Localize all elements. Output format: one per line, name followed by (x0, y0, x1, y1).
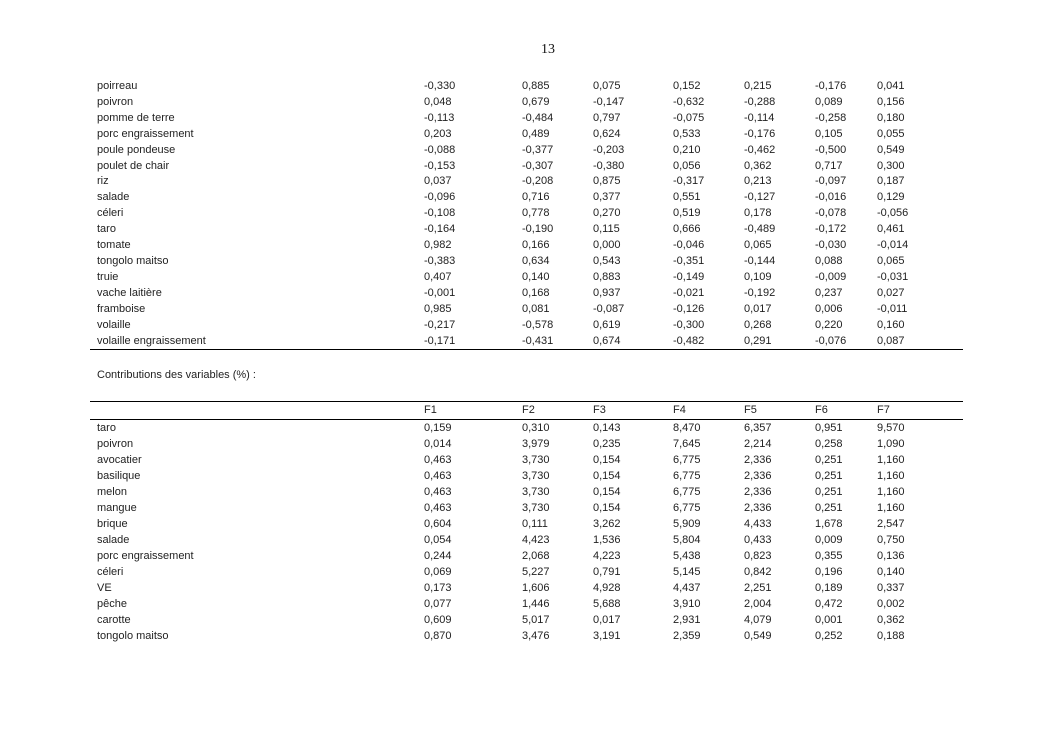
value-cell-f3: 0,543 (593, 254, 621, 267)
value-cell-f5: 4,079 (744, 614, 772, 626)
value-cell-f6: 0,006 (815, 302, 843, 315)
table-row (90, 127, 963, 143)
value-cell-f6: 0,258 (815, 438, 843, 450)
value-cell-f7: 0,087 (877, 334, 905, 347)
value-cell-f7: -0,056 (877, 207, 909, 220)
value-cell-f5: 0,268 (744, 318, 772, 331)
value-cell-f4: -0,126 (673, 302, 705, 315)
value-cell-f3: 3,191 (593, 630, 621, 642)
row-label: céleri (97, 207, 124, 220)
value-cell-f5: 0,109 (744, 270, 772, 283)
contributions-table-body (90, 420, 963, 645)
value-cell-f3: 0,143 (593, 422, 621, 434)
value-cell-f2: -0,190 (522, 223, 554, 236)
row-label: poule pondeuse (97, 143, 176, 156)
value-cell-f1: 0,463 (424, 470, 452, 482)
value-cell-f5: 0,178 (744, 207, 772, 220)
value-cell-f4: 2,931 (673, 614, 701, 626)
value-cell-f7: 0,300 (877, 159, 905, 172)
value-cell-f4: 7,645 (673, 438, 701, 450)
value-cell-f7: 0,055 (877, 127, 905, 140)
value-cell-f6: -0,097 (815, 175, 847, 188)
value-cell-f3: 0,115 (593, 223, 620, 236)
row-label: salade (97, 191, 130, 204)
table-row (90, 420, 963, 437)
value-cell-f1: 0,463 (424, 486, 452, 498)
value-cell-f2: 0,111 (522, 518, 548, 530)
value-cell-f3: 0,791 (593, 566, 621, 578)
value-cell-f2: 3,730 (522, 486, 550, 498)
value-cell-f1: 0,014 (424, 438, 452, 450)
value-cell-f7: 0,180 (877, 111, 905, 124)
value-cell-f1: 0,463 (424, 454, 452, 466)
value-cell-f4: 0,533 (673, 127, 701, 140)
row-label: salade (97, 534, 130, 546)
table-row (90, 532, 963, 548)
value-cell-f7: 0,065 (877, 254, 905, 267)
value-cell-f4: 6,775 (673, 454, 701, 466)
value-cell-f1: -0,108 (424, 207, 456, 220)
value-cell-f4: -0,075 (673, 111, 705, 124)
value-cell-f1: 0,982 (424, 239, 452, 252)
row-label: poivron (97, 95, 134, 108)
value-cell-f5: -0,288 (744, 95, 776, 108)
value-cell-f6: 0,237 (815, 286, 843, 299)
value-cell-f7: 0,140 (877, 566, 905, 578)
value-cell-f2: -0,484 (522, 111, 554, 124)
value-cell-f2: 5,017 (522, 614, 550, 626)
table-row (90, 79, 963, 95)
value-cell-f6: -0,176 (815, 80, 847, 92)
row-label: pêche (97, 598, 127, 610)
value-cell-f4: 3,910 (673, 598, 701, 610)
value-cell-f7: 9,570 (877, 422, 905, 434)
value-cell-f5: 0,823 (744, 550, 772, 562)
value-cell-f7: 0,461 (877, 223, 905, 236)
value-cell-f4: -0,149 (673, 270, 705, 283)
value-cell-f1: 0,244 (424, 550, 452, 562)
value-cell-f2: -0,377 (522, 143, 554, 156)
value-cell-f1: 0,054 (424, 534, 452, 546)
contributions-header-row (90, 402, 963, 420)
value-cell-f3: 0,883 (593, 270, 621, 283)
value-cell-f1: -0,113 (424, 111, 455, 124)
value-cell-f4: 0,056 (673, 159, 701, 172)
value-cell-f3: 0,674 (593, 334, 621, 347)
value-cell-f4: 6,775 (673, 470, 701, 482)
row-label: framboise (97, 302, 146, 315)
table-row (90, 95, 963, 111)
value-cell-f2: 2,068 (522, 550, 550, 562)
table-row (90, 190, 963, 206)
value-cell-f6: 0,251 (815, 454, 843, 466)
value-cell-f7: -0,014 (877, 239, 909, 252)
value-cell-f5: 0,433 (744, 534, 772, 546)
value-cell-f5: -0,114 (744, 111, 775, 124)
value-cell-f2: 0,885 (522, 80, 550, 92)
loadings-table (90, 79, 963, 350)
value-cell-f7: 2,547 (877, 518, 905, 530)
value-cell-f2: -0,307 (522, 159, 554, 172)
value-cell-f1: -0,001 (424, 286, 456, 299)
value-cell-f7: -0,031 (877, 270, 909, 283)
value-cell-f2: 0,679 (522, 95, 550, 108)
value-cell-f3: 0,154 (593, 454, 621, 466)
value-cell-f2: 3,730 (522, 454, 550, 466)
table-row (90, 143, 963, 159)
value-cell-f4: 0,666 (673, 223, 701, 236)
value-cell-f6: 0,089 (815, 95, 843, 108)
value-cell-f2: 3,979 (522, 438, 550, 450)
value-cell-f5: 0,065 (744, 239, 772, 252)
value-cell-f1: 0,604 (424, 518, 452, 530)
header-cell-f2: F2 (522, 402, 593, 420)
row-label: basilique (97, 470, 141, 482)
table-row (90, 334, 963, 350)
value-cell-f5: -0,462 (744, 143, 776, 156)
value-cell-f3: 0,875 (593, 175, 621, 188)
header-cell-f6: F6 (815, 402, 877, 420)
value-cell-f4: 6,775 (673, 502, 701, 514)
value-cell-f5: 0,215 (744, 80, 772, 92)
value-cell-f4: -0,021 (673, 286, 705, 299)
value-cell-f5: -0,176 (744, 127, 776, 140)
value-cell-f3: 5,688 (593, 598, 621, 610)
value-cell-f3: -0,203 (593, 143, 625, 156)
value-cell-f3: 0,000 (593, 239, 621, 252)
value-cell-f2: 0,166 (522, 239, 550, 252)
table-row (90, 596, 963, 612)
value-cell-f2: 0,081 (522, 302, 550, 315)
value-cell-f3: 0,154 (593, 470, 621, 482)
header-cell-f5: F5 (744, 402, 815, 420)
value-cell-f2: 4,423 (522, 534, 550, 546)
value-cell-f1: -0,164 (424, 223, 456, 236)
value-cell-f4: 0,519 (673, 207, 701, 220)
value-cell-f5: 0,291 (744, 334, 772, 347)
row-label: tongolo maitso (97, 630, 169, 642)
value-cell-f3: 4,223 (593, 550, 621, 562)
value-cell-f6: -0,258 (815, 111, 847, 124)
value-cell-f3: 0,937 (593, 286, 621, 299)
value-cell-f5: 0,549 (744, 630, 772, 642)
value-cell-f4: 0,210 (673, 143, 701, 156)
row-label: vache laitière (97, 286, 162, 299)
value-cell-f2: -0,208 (522, 175, 554, 188)
value-cell-f5: 2,251 (744, 582, 772, 594)
row-label: porc engraissement (97, 550, 194, 562)
value-cell-f2: 0,778 (522, 207, 550, 220)
value-cell-f1: 0,069 (424, 566, 452, 578)
row-label: volaille (97, 318, 131, 331)
row-label: brique (97, 518, 128, 530)
value-cell-f1: 0,048 (424, 95, 452, 108)
value-cell-f3: 4,928 (593, 582, 621, 594)
contributions-table (90, 401, 963, 644)
value-cell-f7: 0,549 (877, 143, 905, 156)
table-row (90, 564, 963, 580)
value-cell-f3: 0,797 (593, 111, 621, 124)
row-label: porc engraissement (97, 127, 194, 140)
value-cell-f1: 0,870 (424, 630, 452, 642)
value-cell-f2: 0,489 (522, 127, 550, 140)
value-cell-f6: -0,500 (815, 143, 847, 156)
value-cell-f6: 0,355 (815, 550, 843, 562)
value-cell-f3: 3,262 (593, 518, 621, 530)
value-cell-f2: 3,730 (522, 502, 550, 514)
value-cell-f3: 0,154 (593, 502, 621, 514)
value-cell-f4: 5,438 (673, 550, 701, 562)
table-row (90, 286, 963, 302)
value-cell-f3: -0,147 (593, 95, 625, 108)
value-cell-f5: 4,433 (744, 518, 772, 530)
value-cell-f7: 0,002 (877, 598, 905, 610)
value-cell-f2: 3,730 (522, 470, 550, 482)
value-cell-f4: 5,145 (673, 566, 701, 578)
value-cell-f7: 0,041 (877, 80, 905, 92)
value-cell-f5: 2,214 (744, 438, 772, 450)
value-cell-f6: 0,717 (815, 159, 843, 172)
value-cell-f4: 6,775 (673, 486, 701, 498)
value-cell-f7: -0,011 (877, 302, 908, 315)
value-cell-f1: -0,088 (424, 143, 456, 156)
value-cell-f6: 0,472 (815, 598, 843, 610)
table-row (90, 452, 963, 468)
header-cell-label (90, 402, 424, 420)
value-cell-f4: 5,804 (673, 534, 701, 546)
table-row (90, 111, 963, 127)
value-cell-f5: 0,213 (744, 175, 772, 188)
value-cell-f1: -0,171 (424, 334, 456, 347)
row-label: poulet de chair (97, 159, 170, 172)
value-cell-f2: 0,716 (522, 191, 550, 204)
value-cell-f1: 0,203 (424, 127, 452, 140)
value-cell-f3: 0,235 (593, 438, 621, 450)
table-row (90, 484, 963, 500)
value-cell-f5: 2,336 (744, 454, 772, 466)
value-cell-f6: 0,251 (815, 502, 843, 514)
row-label: pomme de terre (97, 111, 175, 124)
value-cell-f6: 0,220 (815, 318, 843, 331)
value-cell-f7: 1,160 (877, 486, 905, 498)
value-cell-f3: 0,624 (593, 127, 621, 140)
value-cell-f4: 8,470 (673, 422, 701, 434)
value-cell-f3: 0,377 (593, 191, 621, 204)
value-cell-f5: 0,017 (744, 302, 772, 315)
value-cell-f4: -0,482 (673, 334, 705, 347)
value-cell-f7: 1,160 (877, 470, 905, 482)
value-cell-f6: 0,951 (815, 422, 843, 434)
table-row (90, 318, 963, 334)
row-label: riz (97, 175, 109, 188)
table-row (90, 580, 963, 596)
header-cell-f3: F3 (593, 402, 673, 420)
value-cell-f2: 3,476 (522, 630, 550, 642)
value-cell-f1: 0,159 (424, 422, 452, 434)
row-label: tongolo maitso (97, 254, 169, 267)
value-cell-f4: -0,351 (673, 254, 705, 267)
table-row (90, 628, 963, 644)
row-label: truie (97, 270, 119, 283)
value-cell-f1: -0,096 (424, 191, 456, 204)
contributions-caption: Contributions des variables (%) : (97, 369, 256, 381)
value-cell-f1: -0,217 (424, 318, 456, 331)
table-row (90, 612, 963, 628)
value-cell-f6: -0,030 (815, 239, 847, 252)
value-cell-f6: 0,088 (815, 254, 843, 267)
value-cell-f7: 0,337 (877, 582, 905, 594)
value-cell-f2: 0,634 (522, 254, 550, 267)
row-label: VE (97, 582, 112, 594)
table-row (90, 254, 963, 270)
table-row (90, 516, 963, 532)
header-cell-f1: F1 (424, 402, 522, 420)
value-cell-f2: -0,578 (522, 318, 554, 331)
value-cell-f3: 1,536 (593, 534, 621, 546)
table-row (90, 270, 963, 286)
value-cell-f7: 0,160 (877, 318, 905, 331)
value-cell-f1: 0,407 (424, 270, 452, 283)
table-row (90, 468, 963, 484)
value-cell-f2: 0,140 (522, 270, 550, 283)
value-cell-f5: 0,842 (744, 566, 772, 578)
value-cell-f3: 0,154 (593, 486, 621, 498)
value-cell-f1: 0,463 (424, 502, 452, 514)
value-cell-f5: 0,362 (744, 159, 772, 172)
table-row (90, 174, 963, 190)
value-cell-f1: 0,985 (424, 302, 452, 315)
value-cell-f4: 5,909 (673, 518, 701, 530)
value-cell-f5: 2,336 (744, 470, 772, 482)
value-cell-f5: 2,004 (744, 598, 772, 610)
value-cell-f6: -0,172 (815, 223, 847, 236)
table-row (90, 500, 963, 516)
value-cell-f4: -0,046 (673, 239, 705, 252)
value-cell-f5: 2,336 (744, 486, 772, 498)
value-cell-f5: -0,489 (744, 223, 776, 236)
row-label: tomate (97, 239, 131, 252)
value-cell-f7: 0,027 (877, 286, 905, 299)
value-cell-f3: -0,380 (593, 159, 625, 172)
row-label: avocatier (97, 454, 142, 466)
row-label: carotte (97, 614, 131, 626)
value-cell-f3: 0,075 (593, 80, 621, 92)
value-cell-f7: 1,160 (877, 454, 905, 466)
value-cell-f5: 2,336 (744, 502, 772, 514)
value-cell-f2: 0,310 (522, 422, 550, 434)
value-cell-f4: 0,551 (673, 191, 701, 204)
table-row (90, 222, 963, 238)
value-cell-f7: 1,160 (877, 502, 905, 514)
value-cell-f6: 0,105 (815, 127, 843, 140)
value-cell-f6: -0,009 (815, 270, 847, 283)
value-cell-f3: 0,619 (593, 318, 621, 331)
header-cell-f4: F4 (673, 402, 744, 420)
value-cell-f3: -0,087 (593, 302, 625, 315)
value-cell-f4: -0,632 (673, 95, 705, 108)
value-cell-f1: 0,609 (424, 614, 452, 626)
value-cell-f7: 0,750 (877, 534, 905, 546)
row-label: poirreau (97, 80, 138, 92)
row-label: mangue (97, 502, 137, 514)
table-row (90, 302, 963, 318)
table-row (90, 436, 963, 452)
value-cell-f6: -0,076 (815, 334, 847, 347)
value-cell-f3: 0,270 (593, 207, 621, 220)
value-cell-f7: 0,362 (877, 614, 905, 626)
value-cell-f5: -0,192 (744, 286, 776, 299)
row-label: céleri (97, 566, 124, 578)
value-cell-f7: 0,129 (877, 191, 905, 204)
value-cell-f4: -0,317 (673, 175, 705, 188)
value-cell-f4: -0,300 (673, 318, 705, 331)
value-cell-f1: 0,077 (424, 598, 452, 610)
value-cell-f6: 1,678 (815, 518, 843, 530)
row-label: melon (97, 486, 127, 498)
value-cell-f4: 2,359 (673, 630, 701, 642)
value-cell-f5: -0,127 (744, 191, 776, 204)
row-label: taro (97, 223, 116, 236)
row-label: taro (97, 422, 116, 434)
value-cell-f7: 1,090 (877, 438, 905, 450)
value-cell-f5: -0,144 (744, 254, 776, 267)
value-cell-f6: 0,251 (815, 470, 843, 482)
value-cell-f6: 0,196 (815, 566, 843, 578)
value-cell-f1: 0,173 (424, 582, 452, 594)
value-cell-f7: 0,188 (877, 630, 905, 642)
value-cell-f5: 6,357 (744, 422, 772, 434)
value-cell-f6: 0,252 (815, 630, 843, 642)
value-cell-f4: 0,152 (673, 80, 701, 92)
value-cell-f2: 1,606 (522, 582, 550, 594)
value-cell-f6: -0,078 (815, 207, 847, 220)
header-cell-f7: F7 (877, 402, 963, 420)
value-cell-f2: 1,446 (522, 598, 550, 610)
value-cell-f1: -0,383 (424, 254, 456, 267)
value-cell-f6: 0,189 (815, 582, 843, 594)
table-row (90, 159, 963, 175)
table-row (90, 206, 963, 222)
value-cell-f6: -0,016 (815, 191, 847, 204)
value-cell-f6: 0,001 (815, 614, 843, 626)
loadings-table-body (90, 79, 963, 350)
table-row (90, 548, 963, 564)
row-label: volaille engraissement (97, 334, 206, 347)
value-cell-f1: -0,153 (424, 159, 456, 172)
page-number: 13 (541, 42, 555, 57)
row-label: poivron (97, 438, 134, 450)
value-cell-f3: 0,017 (593, 614, 621, 626)
value-cell-f6: 0,009 (815, 534, 843, 546)
value-cell-f7: 0,156 (877, 95, 905, 108)
value-cell-f1: 0,037 (424, 175, 452, 188)
value-cell-f7: 0,136 (877, 550, 905, 562)
value-cell-f2: -0,431 (522, 334, 554, 347)
value-cell-f4: 4,437 (673, 582, 701, 594)
value-cell-f2: 0,168 (522, 286, 550, 299)
value-cell-f2: 5,227 (522, 566, 550, 578)
table-row (90, 238, 963, 254)
value-cell-f1: -0,330 (424, 80, 456, 92)
value-cell-f6: 0,251 (815, 486, 843, 498)
value-cell-f7: 0,187 (877, 175, 905, 188)
